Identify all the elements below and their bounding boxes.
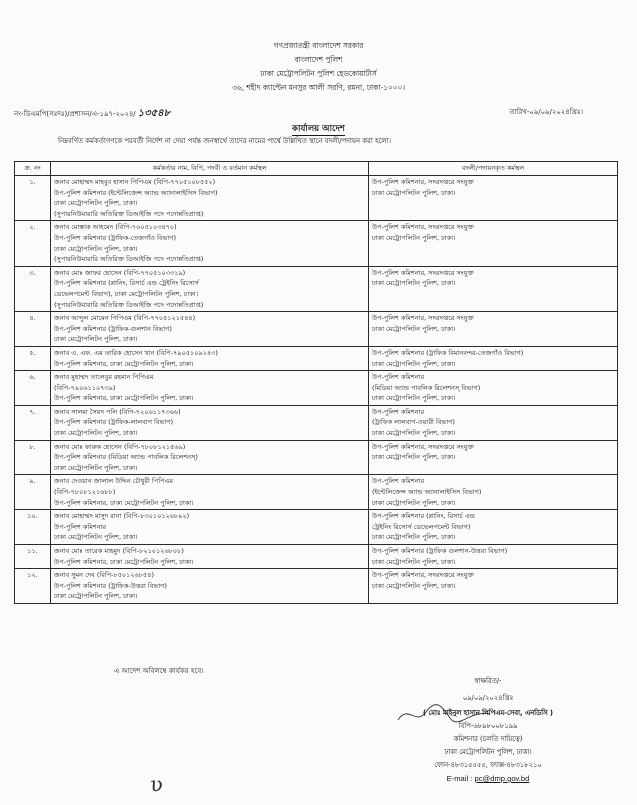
signature-bp: বিপি-৬৮৯৮০০৮১৯৯	[458, 722, 518, 730]
table-row	[15, 405, 618, 440]
posting-line: ঢাকা মেট্রোপলিটন পুলিশ, ঢাকা।	[372, 581, 456, 590]
posting-line: ঢাকা মেট্রোপলিটন পুলিশ, ঢাকা।	[372, 429, 456, 438]
posting-cell	[369, 312, 618, 347]
posting-cell	[369, 346, 618, 370]
officer-line: জনাব সুমন দেব (বিপি-৮৫০১২৬৮৫৪)	[54, 571, 155, 580]
officer-line: উপ-পুলিশ কমিশনার (ইন্টেলিজেন্স অ্যান্ড অ্যানালাইসিস বিভাগ)	[54, 188, 218, 197]
officer-line: উপ-পুলিশ কমিশনার (ট্রাফিক-তেজগাঁও বিভাগ)	[54, 233, 176, 242]
signature-contact: ফোন-৪৮৩১৫৫৫৫, ফ্যাক্স-৪৮৩১৮২১০	[434, 761, 542, 769]
officer-cell	[51, 312, 369, 347]
officer-line: জনাব দেওয়ান জালাল উদ্দিন চৌধুরী পিপিএম	[54, 477, 174, 486]
officer-line: জনাব মোহাম্মদ মাহবুব হাসান পিপিএম (বিপি-৭৭০৫১০৮৫৫২)	[54, 178, 216, 186]
officer-line: উপ-পুলিশ কমিশনার (ট্রাফিক-গুলশান বিভাগ)	[54, 324, 172, 333]
posting-line: ট্রেইনিং রিসোর্স ডেভেলপমেন্ট বিভাগ)	[372, 522, 471, 531]
table-row	[15, 312, 618, 347]
posting-cell	[369, 545, 618, 569]
table-header-row	[15, 162, 618, 176]
officer-cell	[51, 440, 369, 475]
posting-line: ঢাকা মেট্রোপলিটন পুলিশ, ঢাকা।	[372, 394, 456, 403]
signature-name: ( মোঃ মাইনুল হাসান পিপিএম-সেবা, এনডিসি )	[422, 709, 554, 717]
officer-line: (সুপারনিউমারারি অতিরিক্ত ডিআইজি পদে পদোন্নতিপ্রাপ্ত)	[54, 300, 204, 309]
serial-number-cell: ৭.	[15, 405, 51, 440]
officer-line: ঢাকা মেট্রোপলিটন পুলিশ, ঢাকা।	[54, 533, 138, 542]
officer-line: উপ-পুলিশ কমিশনার, ঢাকা মেট্রোপলিটন পুলিশ, ঢাকা।	[54, 498, 194, 507]
reference-number	[14, 106, 170, 123]
officer-line: জনাব মোঃ ফারুক হোসেন (বিপি-৭৮০৮১২১৫৬৯)	[54, 442, 186, 451]
officer-line: জনাব সালমা সৈয়দ পলি (বিপি-৭২০৬১১৭৩৬৬)	[54, 407, 181, 416]
header-address: ৩৬, শহীদ ক্যাপ্টেন মনসুর আলী সরণি, রমনা, ঢাকা-১০০০।	[231, 83, 406, 92]
table-row	[15, 266, 618, 311]
signature-signed: স্বাক্ষরিত/-	[474, 677, 502, 685]
table-row	[15, 440, 618, 475]
officer-line: জনাব আব্দুল মোমেন পিপিএম (বিপি-৭৭০৫১২১৫৪৪)	[54, 314, 196, 323]
table-row	[15, 510, 618, 545]
posting-cell	[369, 475, 618, 510]
serial-number-cell: ৩.	[15, 266, 51, 311]
serial-number-cell: ১.	[15, 176, 51, 221]
table-row	[15, 545, 618, 569]
handwritten-number: ১৩৫৪৮	[137, 108, 171, 119]
posting-line: (ট্রাফিক লালবাগ-ওয়ারী বিভাগ)	[372, 418, 455, 427]
posting-cell	[369, 510, 618, 545]
signature-email-line	[348, 775, 628, 783]
table-row	[15, 346, 618, 370]
officer-line: উপ-পুলিশ কমিশনার (ট্রাফিক-উত্তরা বিভাগ)	[54, 581, 167, 590]
reference-date: তারিখ-০৯/০৯/২০২৪খ্রিঃ।	[509, 108, 583, 116]
table-row	[15, 371, 618, 406]
serial-number-cell: ৪.	[15, 312, 51, 347]
transfer-table	[14, 161, 618, 604]
column-header-posting: বদলী/পদায়নকৃত কর্মস্থল	[369, 162, 618, 176]
officer-line: ঢাকা মেট্রোপলিটন পুলিশ, ঢাকা।	[54, 244, 138, 253]
posting-line: ঢাকা মেট্রোপলিটন পুলিশ, ঢাকা।	[372, 233, 456, 242]
serial-number-cell: ৯.	[15, 475, 51, 510]
posting-line: উপ-পুলিশ কমিশনার	[372, 477, 425, 486]
officer-line: জনাব মোস্তাক আহমেদ (বিপি-৭৬০৫১০৩৪৭০)	[54, 223, 177, 232]
officer-cell	[51, 475, 369, 510]
posting-line: ঢাকা মেট্রোপলিটন পুলিশ, ঢাকা।	[372, 359, 456, 368]
officer-line: উপ-পুলিশ কমিশনার (ট্রাফিক-লালবাগ বিভাগ)	[54, 418, 174, 427]
posting-line: (মিডিয়া অ্যান্ড পাবলিক রিলেশনস্‌ বিভাগ)	[372, 383, 481, 392]
header-police: বাংলাদেশ পুলিশ	[294, 55, 343, 64]
officer-line: জনাব মোঃ জাফর হোসেন (বিপি-৭৭০৫১০৩৩১৯)	[54, 268, 186, 277]
posting-cell	[369, 405, 618, 440]
signature-designation: কমিশনার (চলতি দায়িত্বে)	[453, 735, 523, 743]
posting-line: উপ-পুলিশ কমিশনার, সদরদপ্তরে সংযুক্ত	[372, 268, 474, 277]
posting-line: ঢাকা মেট্রোপলিটন পুলিশ, ঢাকা।	[372, 453, 456, 462]
posting-line: ঢাকা মেট্রোপলিটন পুলিশ, ঢাকা।	[372, 498, 456, 507]
column-header-officer: কর্মকর্তার নাম, বিপি, পদবী ও বর্তমান কর্মস্থল	[51, 162, 369, 176]
officer-cell	[51, 371, 369, 406]
posting-cell	[369, 569, 618, 604]
posting-line: উপ-পুলিশ কমিশনার (ট্রাফিক গুলশান-উত্তরা বিভাগ)	[372, 547, 508, 555]
serial-number-cell: ১২.	[15, 569, 51, 604]
officer-line: উপ-পুলিশ কমিশনার, ঢাকা মেট্রোপলিটন পুলিশ, ঢাকা।	[54, 557, 194, 566]
officer-line: জনাব মোঃ তারেক মাহমুদ (বিপি-৮২১০১২৬৮০৮)	[54, 547, 184, 555]
header-government: গণপ্রজাতন্ত্রী বাংলাদেশ সরকার	[273, 41, 364, 50]
officer-cell	[51, 346, 369, 370]
posting-line: উপ-পুলিশ কমিশনার, সদরদপ্তরে সংযুক্ত	[372, 442, 474, 451]
serial-number-cell: ২.	[15, 221, 51, 266]
officer-line: জনাব মুহাম্মদ তালেবুর রহমান পিপিএম	[54, 373, 154, 382]
posting-line: উপ-পুলিশ কমিশনার, সদরদপ্তরে সংযুক্ত	[372, 314, 474, 323]
table-row	[15, 221, 618, 266]
posting-cell	[369, 371, 618, 406]
signature-office: ঢাকা মেট্রোপলিটন পুলিশ, ঢাকা।	[444, 748, 532, 756]
posting-cell	[369, 176, 618, 221]
officer-cell	[51, 545, 369, 569]
posting-cell	[369, 266, 618, 311]
posting-cell	[369, 221, 618, 266]
officer-line: (বিপি-৭৯০৬১১০৭৩৯)	[54, 383, 116, 392]
document-title-text: কার্যালয় আদেশ	[292, 124, 345, 134]
email-link[interactable]: pc@dmp.gov.bd	[474, 774, 530, 783]
officer-cell	[51, 266, 369, 311]
serial-number-cell: ১১.	[15, 545, 51, 569]
posting-line: ঢাকা মেট্রোপলিটন পুলিশ, ঢাকা।	[372, 557, 456, 566]
posting-line: উপ-পুলিশ কমিশনার (ট্রাফিক বিমানবন্দর-তেজগাঁও বিভাগ)	[372, 348, 524, 357]
posting-line: উপ-পুলিশ কমিশনার, সদরদপ্তরে সংযুক্ত	[372, 223, 474, 232]
officer-cell	[51, 176, 369, 221]
document-title	[0, 122, 637, 136]
officer-line: (সুপারনিউমারারি অতিরিক্ত ডিআইজি পদে পদোন্নতিপ্রাপ্ত)	[54, 209, 204, 218]
serial-number-cell: ৫.	[15, 346, 51, 370]
signature-date: ০৯/০৯/২০২৪খ্রিঃ	[462, 694, 514, 702]
header-dmp-hq: ঢাকা মেট্রোপলিটন পুলিশ হেডকোয়ার্টার্স	[260, 69, 377, 78]
officer-line: উপ-পুলিশ কমিশনার (মিডিয়া অ্যান্ড পাবলিক রিলেশনস্‌)	[54, 453, 198, 462]
serial-number-cell: ১০.	[15, 510, 51, 545]
officer-line: জনাব মোহাম্মদ মাসুদ রানা (বিপি-৮৩০১০১২৬৮৯২)	[54, 512, 190, 521]
officer-line: ঢাকা মেট্রোপলিটন পুলিশ, ঢাকা।	[54, 335, 138, 344]
officer-line: ডেভেলপমেন্ট বিভাগ), ঢাকা মেট্রোপলিটন পুলিশ, ঢাকা।	[54, 289, 199, 298]
officer-cell	[51, 510, 369, 545]
posting-line: ঢাকা মেট্রোপলিটন পুলিশ, ঢাকা।	[372, 324, 456, 333]
posting-line: উপ-পুলিশ কমিশনার	[372, 407, 425, 416]
table-body	[15, 176, 618, 604]
column-header-serial: ক্র. নং	[15, 162, 51, 176]
posting-line: ঢাকা মেট্রোপলিটন পুলিশ, ঢাকা।	[372, 188, 456, 197]
posting-line: ঢাকা মেট্রোপলিটন পুলিশ, ঢাকা।	[372, 533, 456, 542]
officer-line: ঢাকা মেট্রোপলিটন পুলিশ, ঢাকা।	[54, 463, 138, 472]
serial-number-cell: ৬.	[15, 371, 51, 406]
posting-line: ঢাকা মেট্রোপলিটন পুলিশ, ঢাকা।	[372, 279, 456, 288]
officer-line: উপ-পুলিশ কমিশনার (প্লানিং, রিসার্চ এন্ড ট্রেইনিং রিসোর্স	[54, 279, 199, 288]
officer-line: (সুপারনিউমারারি অতিরিক্ত ডিআইজি পদে পদোন্নতিপ্রাপ্ত)	[54, 255, 204, 264]
posting-line: (ইন্টেলিজেন্স অ্যান্ড অ্যানালাইসিস বিভাগ)	[372, 488, 482, 497]
officer-line: উপ-পুলিশ কমিশনার, ঢাকা মেট্রোপলিটন পুলিশ, ঢাকা।	[54, 394, 194, 403]
table-row	[15, 569, 618, 604]
table-row	[15, 176, 618, 221]
email-label: E-mail :	[446, 774, 475, 783]
handwritten-initial-icon: ʋ	[148, 771, 165, 797]
posting-line: উপ-পুলিশ কমিশনার, সদরদপ্তরে সংযুক্ত	[372, 571, 474, 580]
posting-line: উপ-পুলিশ কমিশনার, সদরদপ্তরে সংযুক্ত	[372, 178, 474, 186]
officer-line: ঢাকা মেট্রোপলিটন পুলিশ, ঢাকা।	[54, 592, 138, 601]
posting-line: উপ-পুলিশ কমিশনার (প্লানিং, রিসার্চ এন্ড	[372, 512, 475, 521]
posting-line: উপ-পুলিশ কমিশনার	[372, 373, 425, 382]
table-row	[15, 475, 618, 510]
serial-number-cell: ৮.	[15, 440, 51, 475]
officer-line: উপ-পুলিশ কমিশনার, ঢাকা মেট্রোপলিটন পুলিশ, ঢাকা।	[54, 359, 194, 368]
officer-cell	[51, 569, 369, 604]
intro-paragraph: নিম্নবর্ণিত কর্মকর্তাগণকে পরবর্তী নির্দেশ না দেয়া পর্যন্ত জনস্বার্থে তাদের নামের পার্শ্বে উল্লিখিত স্থানে বদলী/পদায়ন করা হলো।	[58, 137, 391, 145]
posting-cell	[369, 440, 618, 475]
officer-cell	[51, 221, 369, 266]
officer-line: উপ-পুলিশ কমিশনার	[54, 522, 107, 531]
reference-number-text: নং-ডিএমপি(সঃদঃ)/প্রশাসন/এ-১৯৭-২০২৪/	[14, 110, 136, 118]
officer-line: (বিপি-৭৮০৮১২১৬৮৮)	[54, 488, 116, 497]
effective-note: এ আদেশ অবিলম্বে কার্যকর হবে।	[114, 667, 204, 675]
officer-line: ঢাকা মেট্রোপলিটন পুলিশ, ঢাকা।	[54, 199, 138, 208]
officer-cell	[51, 405, 369, 440]
officer-line: ঢাকা মেট্রোপলিটন পুলিশ, ঢাকা।	[54, 429, 138, 438]
officer-line: জনাব এ. এফ. এম তারিক হোসেন খান (বিপি-৭৯০৫১০৯২৪৩)	[54, 348, 218, 357]
